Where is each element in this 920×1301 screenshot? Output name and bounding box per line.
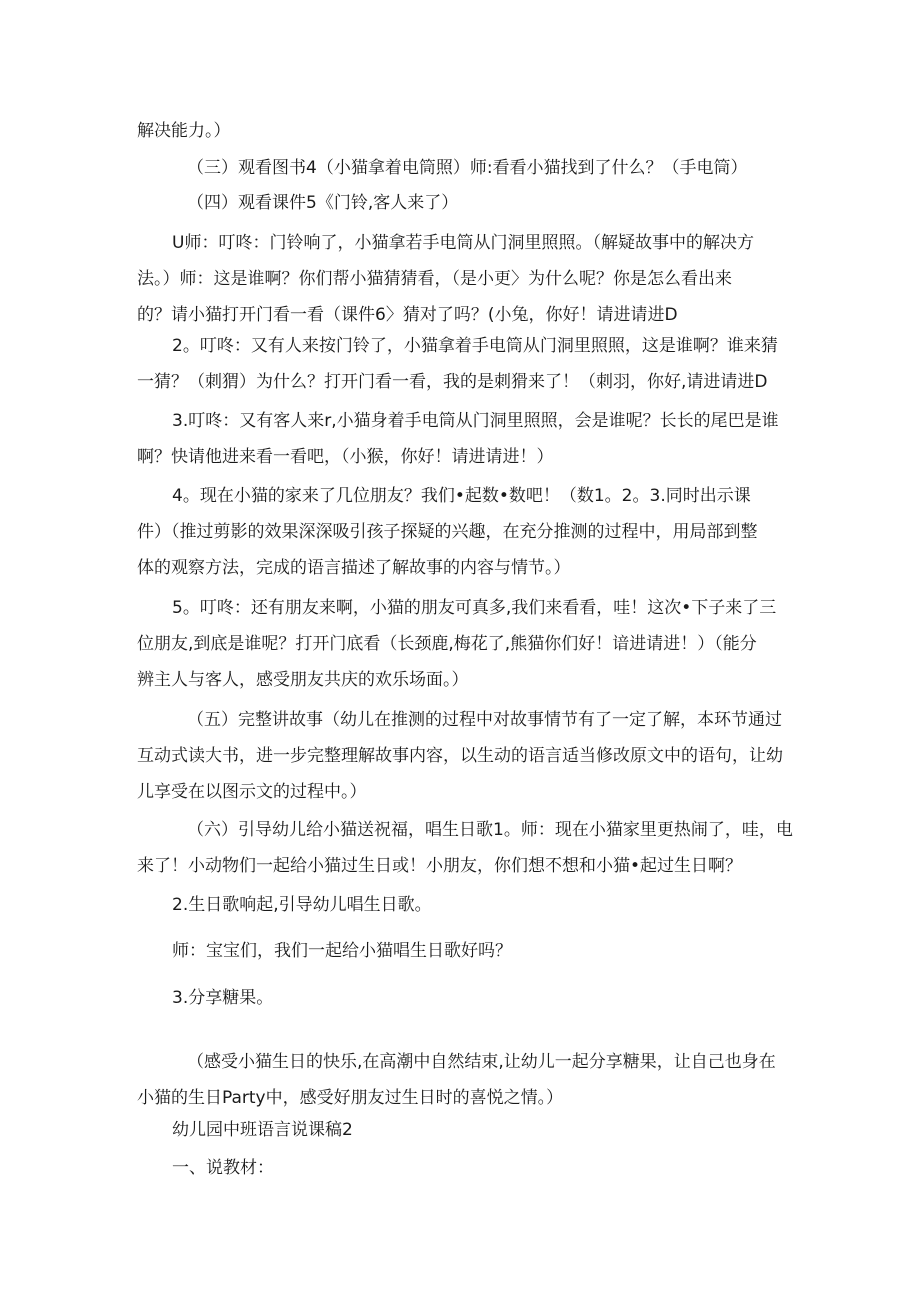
text-line: （四）观看课件5《门铃,客人来了）: [187, 193, 459, 213]
paragraph: [137, 328, 787, 400]
text-line: 啊？快请他进来看一看吧，（小猴，你好！请进请进！）: [137, 447, 554, 467]
text-line: （感受小猫生日的快乐,在高潮中自然结束,让幼儿一起分享糖果，让自己也身在: [187, 1052, 776, 1072]
paragraph: [137, 590, 787, 698]
text-line: 小猫的生日Party中，感受好朋友过生日时的喜悦之情。）: [137, 1088, 564, 1108]
paragraph: [137, 225, 787, 333]
paragraph: [137, 1044, 787, 1116]
text-line: 辨主人与客人，感受朋友共庆的欢乐场面。）: [137, 670, 469, 690]
text-line: 2.生日歌响起,引导幼儿唱生日歌。: [172, 895, 432, 915]
text-line: 师：宝宝们，我们一起给小猫唱生日歌好吗？: [172, 941, 512, 961]
text-line: 儿享受在以图示文的过程中。）: [137, 782, 367, 802]
text-line: 的？请小猫打开门看一看（课件6〉猜对了吗？(小兔，你好！请进请进D: [137, 305, 678, 325]
paragraph: [137, 1150, 787, 1186]
paragraph: [137, 113, 787, 149]
text-line: （六）引导幼儿给小猫送祝福，唱生日歌1。师：现在小猫家里更热闹了，哇，电: [187, 820, 793, 840]
text-line: 体的观察方法，完成的语言描述了解故事的内容与情节。）: [137, 558, 571, 578]
paragraph: [137, 812, 793, 884]
text-line: 位朋友,到底是谁呢？打开门底看（长颈鹿,梅花了,熊猫你们好！谙进请进！）（能分: [137, 634, 757, 654]
paragraph: [137, 478, 787, 586]
text-line: 3.叮咚：又有客人来r,小猫身着手电筒从门洞里照照，会是谁呢？长长的尾巴是谁: [172, 411, 779, 431]
text-line: 幼儿园中班语言说课稿2: [172, 1120, 353, 1140]
text-line: 5。叮咚：还有朋友来啊，小猫的朋友可真多,我们来看看，哇！这次•下子来了三: [172, 598, 777, 618]
paragraph: [137, 702, 787, 810]
text-line: 4。现在小猫的家来了几位朋友？我们•起数•数吧！（数1。2。3.同时出示课: [172, 486, 751, 506]
text-line: 法。）师：这是谁啊？你们帮小猫猜猜看，（是小更〉为什么呢？你是怎么看出来: [137, 269, 732, 289]
paragraph: [137, 933, 787, 969]
text-line: 来了！小动物们一起给小猫过生日或！小朋友，你们想不想和小猫•起过生日啊？: [137, 856, 743, 876]
paragraph: [137, 1112, 787, 1148]
text-line: （三）观看图书4（小猫拿着电筒照）师:看看小猫找到了什么？（手电筒）: [187, 158, 748, 178]
text-line: 3.分享糖果。: [172, 988, 274, 1008]
text-line: 互动式读大书，进一步完整理解故事内容，以生动的语言适当修改原文中的语句，让幼: [137, 746, 783, 766]
text-line: （五）完整讲故事（幼儿在推测的过程中对故事情节有了一定了解，本环节通过: [187, 710, 782, 730]
paragraph: [137, 150, 787, 186]
paragraph: [137, 887, 787, 923]
text-line: 2。叮咚：又有人来按门铃了，小猫拿着手电筒从门洞里照照，这是谁啊？谁来猜: [172, 336, 778, 356]
text-line: 件）（推过剪影的效果深深吸引孩子探疑的兴趣，在充分推测的过程中，用局部到整: [137, 522, 758, 542]
text-line: 一猜？（刺猬）为什么？打开门看一看，我的是刺猾来了！（刺羽，你好,请进请进D: [137, 372, 768, 392]
text-line: 解决能力。）: [137, 121, 231, 141]
paragraph: [137, 980, 787, 1016]
text-line: 一、说教材：: [172, 1158, 274, 1178]
text-line: U师：叮咚：门铃响了，小猫拿若手电筒从门洞里照照。（解疑故事中的解决方: [172, 233, 754, 253]
paragraph: [137, 403, 787, 475]
paragraph: [137, 185, 787, 221]
